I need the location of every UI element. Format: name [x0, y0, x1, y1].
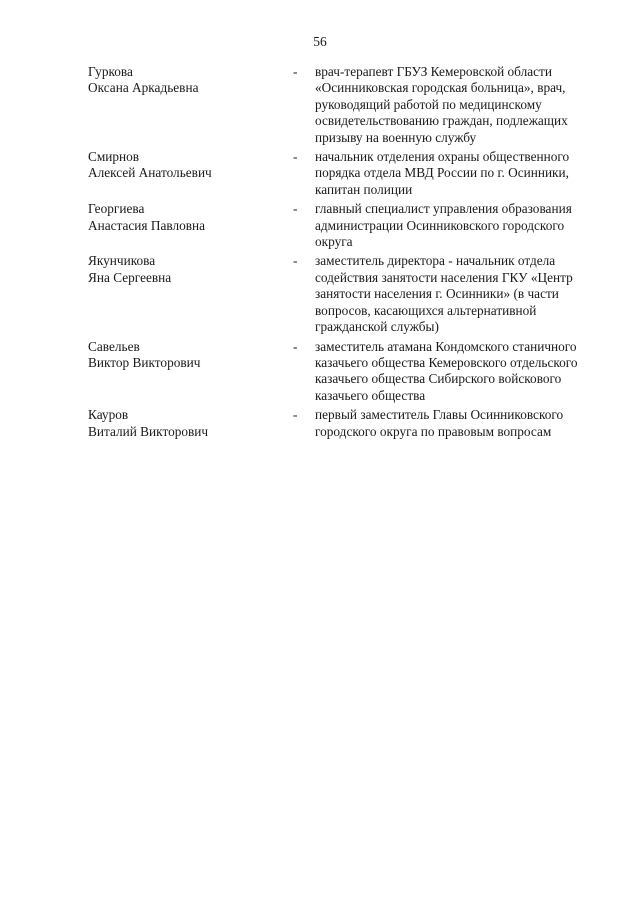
member-given-name: Анастасия Павловна	[88, 217, 206, 233]
member-given-name: Виктор Викторович	[88, 354, 201, 370]
member-description	[315, 201, 588, 253]
member-description-text: главный специалист управления образования администрации Осинниковского городского округа	[315, 201, 572, 250]
member-description	[315, 407, 588, 443]
table-row	[88, 64, 588, 149]
member-name	[88, 201, 293, 253]
row-dash: -	[293, 149, 298, 165]
member-description	[315, 339, 588, 408]
member-description	[315, 64, 588, 149]
member-name	[88, 253, 293, 338]
member-description-text: врач-терапевт ГБУЗ Кемеровской области «Осинниковская городская больница», врач, руководящий работой по медицинскому освидетельствованию граждан, подлежащих призыву на военную службу	[315, 64, 568, 145]
row-dash: -	[293, 253, 298, 269]
row-dash: -	[293, 338, 298, 354]
member-surname: Якунчикова	[88, 253, 156, 269]
row-dash: -	[293, 407, 298, 423]
commission-members-list	[88, 64, 588, 443]
member-surname: Георгиева	[88, 201, 145, 217]
table-row	[88, 407, 588, 443]
table-row	[88, 201, 588, 253]
member-description-text: заместитель атамана Кондомского станичного казачьего общества Кемеровского отдельского казачьего общества Сибирского войскового казачьего общества	[315, 338, 578, 403]
member-name	[88, 407, 293, 443]
member-name	[88, 64, 293, 149]
table-row	[88, 149, 588, 201]
page-number: 56	[313, 34, 327, 49]
member-surname: Смирнов	[88, 149, 140, 165]
row-dash: -	[293, 201, 298, 217]
member-description-text: заместитель директора - начальник отдела содействия занятости населения ГКУ «Центр занятости населения г. Осинники» (в части вопросов, касающихся альтернативной гражданской службы)	[315, 253, 573, 335]
member-name	[88, 339, 293, 408]
member-description-text: первый заместитель Главы Осинниковского городского округа по правовым вопросам	[315, 407, 564, 439]
member-description	[315, 253, 588, 338]
member-description	[315, 149, 588, 201]
member-surname: Савельев	[88, 338, 140, 354]
member-given-name: Оксана Аркадьевна	[88, 80, 199, 96]
entries-table	[88, 64, 588, 443]
table-row	[88, 339, 588, 408]
member-description-text: начальник отделения охраны общественного порядка отдела МВД России по г. Осинники, капитан полиции	[315, 149, 570, 197]
member-surname: Гуркова	[88, 64, 133, 79]
member-given-name: Виталий Викторович	[88, 423, 209, 439]
row-dash: -	[293, 64, 298, 79]
member-given-name: Алексей Анатольевич	[88, 165, 212, 181]
table-row	[88, 253, 588, 338]
member-surname: Кауров	[88, 407, 129, 423]
member-name	[88, 149, 293, 201]
member-given-name: Яна Сергеевна	[88, 269, 172, 285]
